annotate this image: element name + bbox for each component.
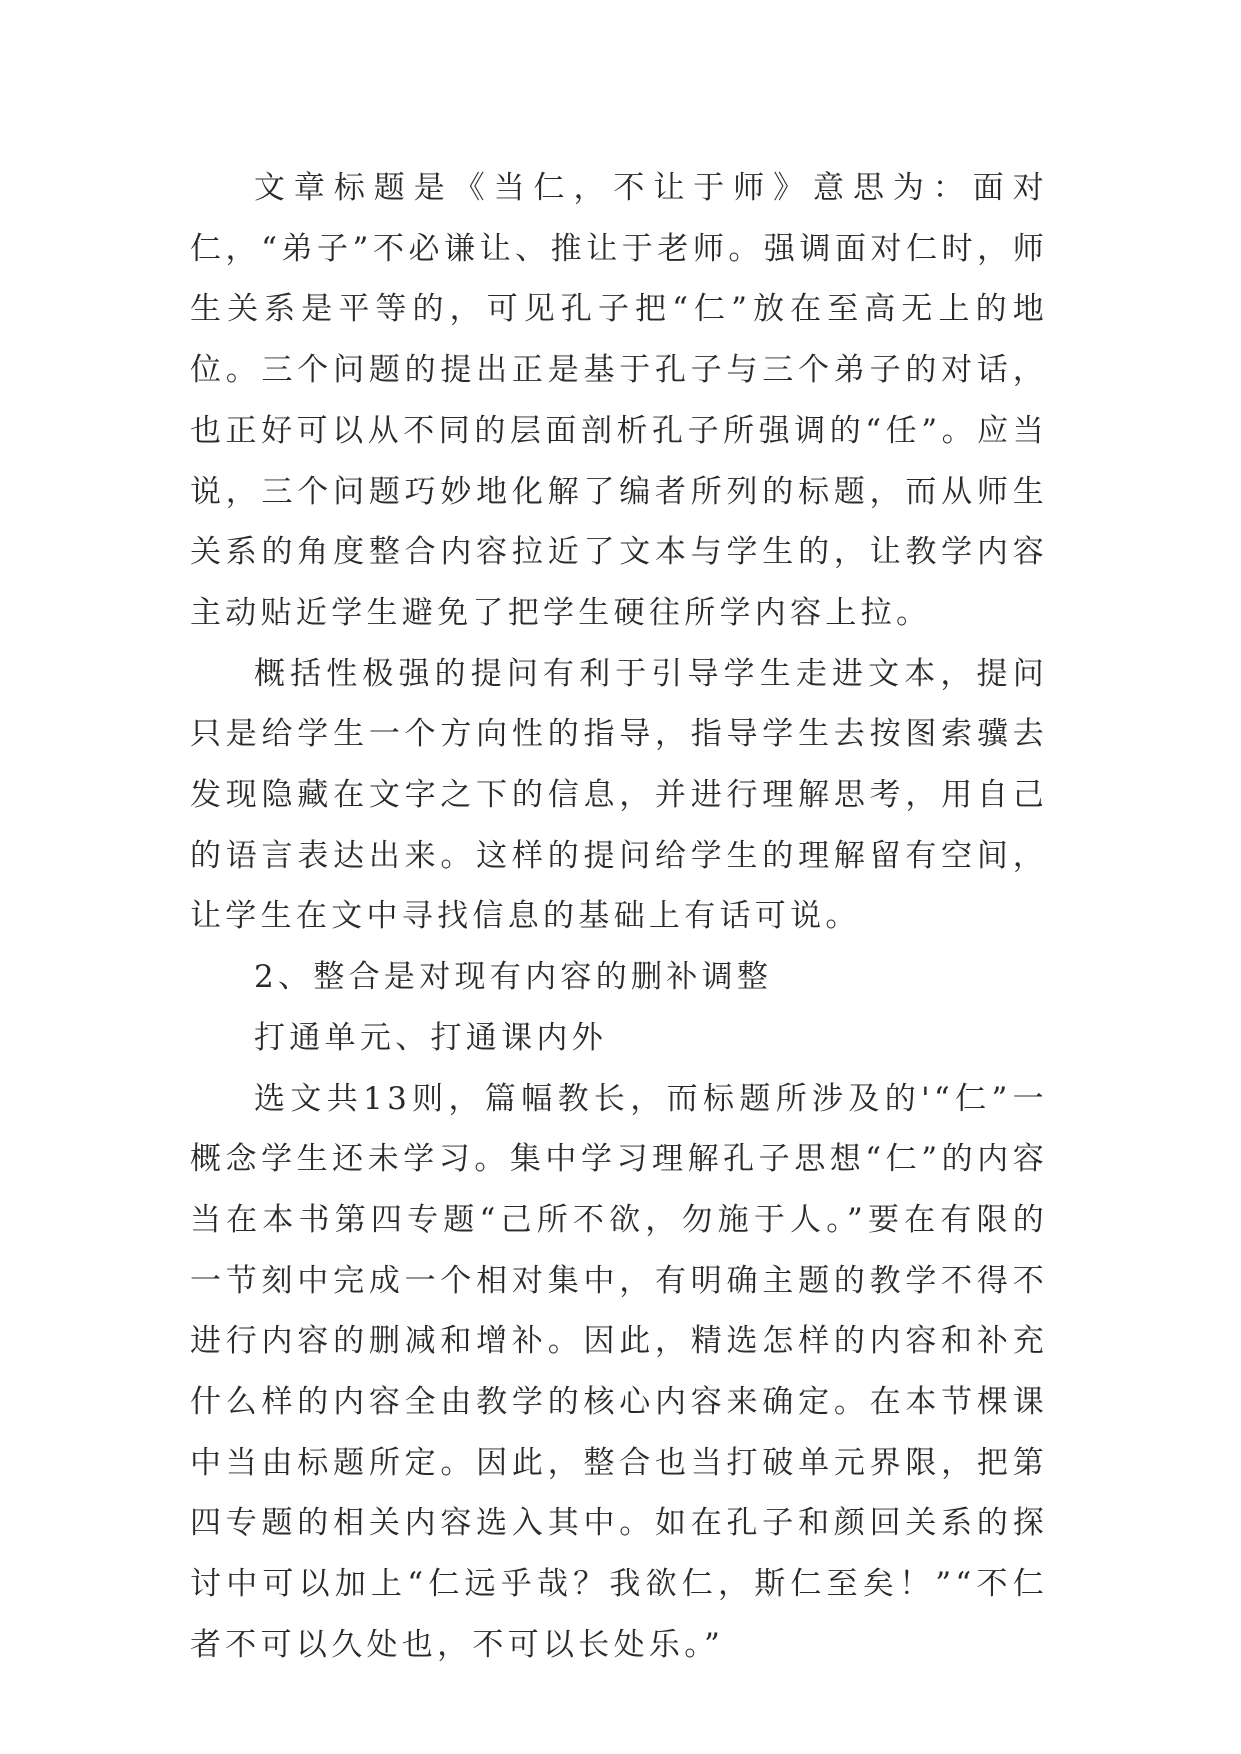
section-heading: 2、整合是对现有内容的删补调整 xyxy=(254,959,773,996)
paragraph-questioning: 概括性极强的提问有利于引导学生走进文本，提问只是给学生一个方向性的指导，指导学生去按图索骥去发现隐藏在文字之下的信息，并进行理解思考，用自己的语言表达出来。这样的提问给学生的理解留有空间，让学生在文中寻找信息的基础上有话可说。 xyxy=(190,655,1048,935)
subsection-heading: 打通单元、打通课内外 xyxy=(254,1019,607,1056)
document-body xyxy=(190,158,1048,1676)
paragraph-integration: 选文共13则，篇幅教长，而标题所涉及的'“仁”一概念学生还未学习。集中学习理解孔子思想“仁”的内容当在本书第四专题“己所不欲，勿施于人。”要在有限的一节刻中完成一个相对集中，有明确主题的教学不得不进行内容的删减和增补。因此，精选怎样的内容和补充什么样的内容全由教学的核心内容来确定。在本节棵课中当由标题所定。因此，整合也当打破单元界限，把第四专题的相关内容选入其中。如在孔子和颜回关系的探讨中可以加上“仁远乎哉？我欲仁，斯仁至矣！”“不仁者不可以久处也，不可以长处乐。” xyxy=(190,1080,1048,1663)
paragraph-title-analysis: 文章标题是《当仁，不让于师》意思为：面对仁，“弟子”不必谦让、推让于老师。强调面对仁时，师生关系是平等的，可见孔子把“仁”放在至高无上的地位。三个问题的提出正是基于孔子与三个弟子的对话，也正好可以从不同的层面剖析孔子所强调的“任”。应当说，三个问题巧妙地化解了编者所列的标题，而从师生关系的角度整合内容拉近了文本与学生的，让教学内容主动贴近学生避免了把学生硬往所学内容上拉。 xyxy=(190,170,1048,631)
